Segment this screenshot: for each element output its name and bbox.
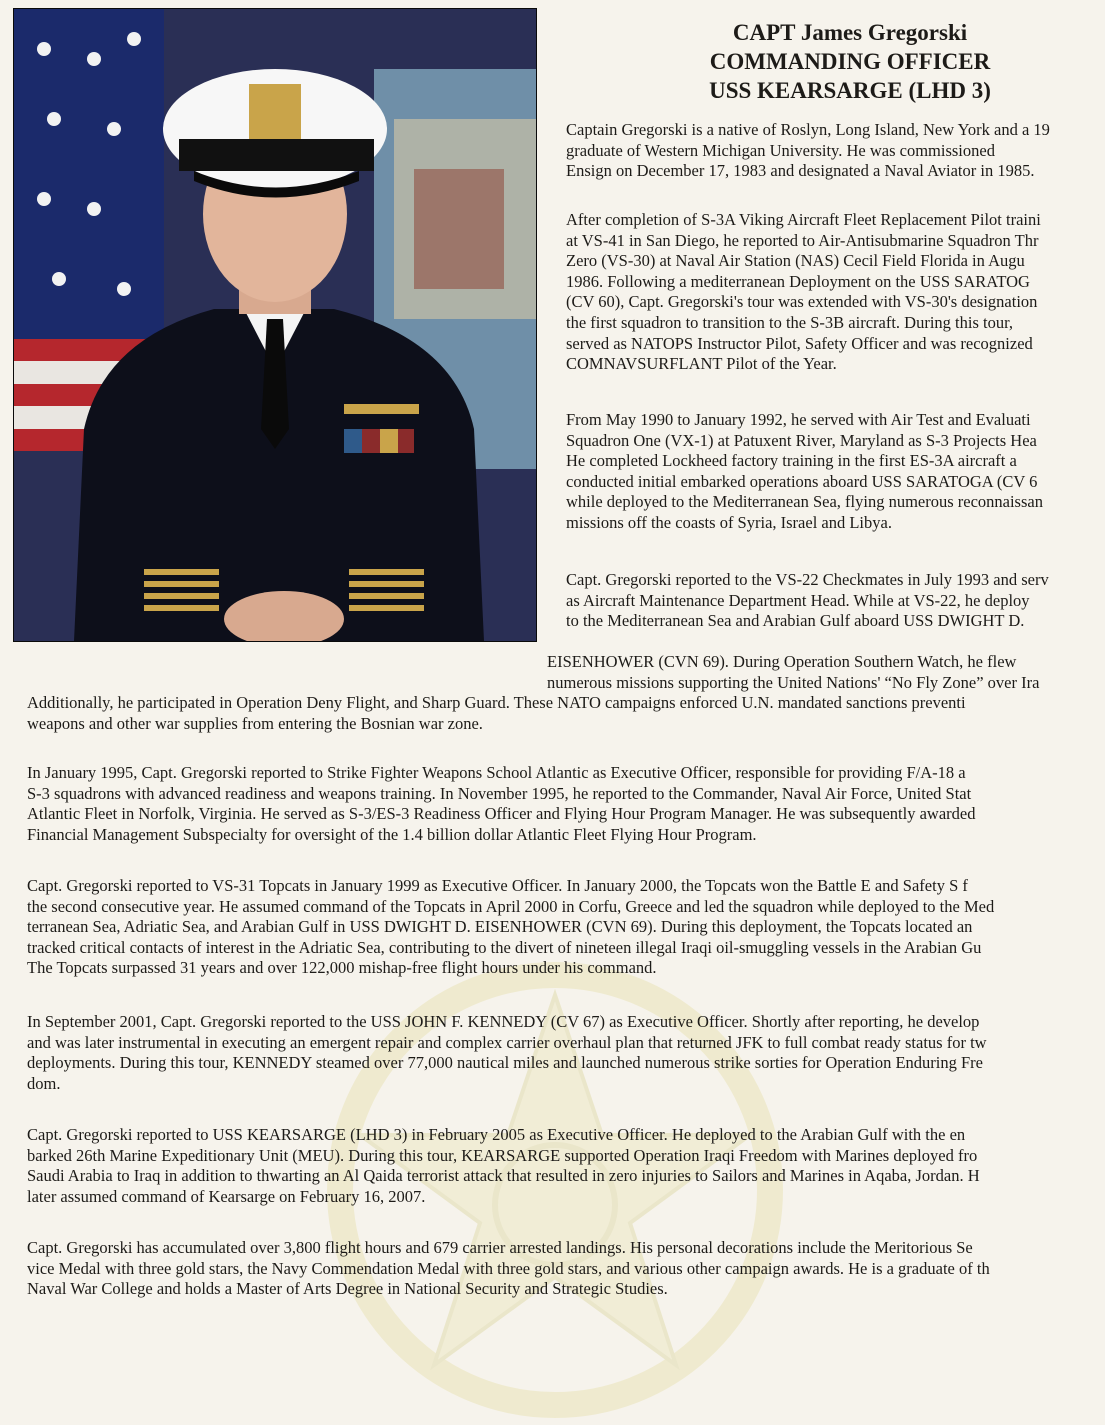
bio-paragraph-9 <box>27 1238 1105 1300</box>
title-block <box>610 18 1090 105</box>
text-line: the second consecutive year. He assumed command of the Topcats in April 2000 in Corfu, Greece and led the squadron while deployed to the Med <box>27 896 995 916</box>
text-line: tracked critical contacts of interest in the Adriatic Sea, contributing to the divert of nineteen illegal Iraqi oil-smuggling vessels in the Arabian Gu <box>27 937 982 957</box>
text-line: terranean Sea, Adriatic Sea, and Arabian Gulf in USS DWIGHT D. EISENHOWER (CVN 69). During this deployment, the Topcats located an <box>27 917 973 937</box>
text-line: Additionally, he participated in Operation Deny Flight, and Sharp Guard. These NATO campaigns enforced U.N. mandated sanctions preventi <box>27 693 966 713</box>
text-line: Capt. Gregorski reported to VS-31 Topcats in January 1999 as Executive Officer. In January 2000, the Topcats won the Battle E and Safety S f <box>27 876 968 895</box>
text-line: weapons and other war supplies from entering the Bosnian war zone. <box>27 713 483 733</box>
text-line: conducted initial embarked operations aboard USS SARATOGA (CV 6 <box>566 471 1038 491</box>
text-line: and was later instrumental in executing an emergent repair and complex carrier overhaul plan that returned JFK to full combat ready status for tw <box>27 1032 987 1052</box>
bio-paragraph-4 <box>566 570 1105 632</box>
text-line: Saudi Arabia to Iraq in addition to thwarting an Al Qaida terrorist attack that resulted in zero injuries to Sailors and Marines in Aqaba, Jordan. H <box>27 1166 980 1186</box>
text-line: missions off the coasts of Syria, Israel and Libya. <box>566 512 892 532</box>
bio-paragraph-4-continued <box>27 652 1105 734</box>
bio-paragraph-3 <box>566 410 1105 534</box>
text-line: vice Medal with three gold stars, the Navy Commendation Medal with three gold stars, and various other campaign awards. He is a graduate of th <box>27 1258 990 1278</box>
bio-paragraph-6 <box>27 876 1105 979</box>
text-line: Atlantic Fleet in Norfolk, Virginia. He served as S-3/ES-3 Readiness Officer and Flying Hour Program Manager. He was subsequently awarded <box>27 804 976 824</box>
officer-role: COMMANDING OFFICER <box>709 49 991 74</box>
bio-paragraph-2 <box>566 210 1105 375</box>
officer-name: CAPT James Gregorski <box>732 20 968 45</box>
text-line: In September 2001, Capt. Gregorski reported to the USS JOHN F. KENNEDY (CV 67) as Executive Officer. Shortly after reporting, he develop <box>27 1012 980 1031</box>
text-line: barked 26th Marine Expeditionary Unit (MEU). During this tour, KEARSARGE supported Operation Iraqi Freedom with Marines deployed fro <box>27 1145 978 1165</box>
text-line: S-3 squadrons with advanced readiness and weapons training. In November 1995, he reported to the Commander, Naval Air Force, United Stat <box>27 783 972 803</box>
text-line: to the Mediterranean Sea and Arabian Gulf aboard USS DWIGHT D. <box>566 611 1025 631</box>
text-line: as Aircraft Maintenance Department Head. While at VS-22, he deploy <box>566 590 1030 610</box>
text-line: while deployed to the Mediterranean Sea, flying numerous reconnaissan <box>566 492 1043 512</box>
text-line: Naval War College and holds a Master of Arts Degree in National Security and Strategic Studies. <box>27 1279 668 1299</box>
text-line: at VS-41 in San Diego, he reported to Air-Antisubmarine Squadron Thr <box>566 230 1039 250</box>
text-line: served as NATOPS Instructor Pilot, Safety Officer and was recognized <box>566 333 1033 353</box>
commanding-officer-portrait <box>13 8 537 642</box>
text-line: later assumed command of Kearsarge on February 16, 2007. <box>27 1186 426 1206</box>
text-line: Capt. Gregorski has accumulated over 3,800 flight hours and 679 carrier arrested landings. His personal decorations include the Meritorious Se <box>27 1238 973 1257</box>
text-line: He completed Lockheed factory training in the first ES-3A aircraft a <box>566 451 1017 471</box>
text-line: 1986. Following a mediterranean Deployment on the USS SARATOG <box>566 271 1030 291</box>
text-line: After completion of S-3A Viking Aircraft Fleet Replacement Pilot traini <box>566 210 1041 229</box>
bio-paragraph-5 <box>27 763 1105 845</box>
text-line: Capt. Gregorski reported to the VS-22 Checkmates in July 1993 and serv <box>566 570 1049 589</box>
bio-paragraph-7 <box>27 1012 1105 1094</box>
ship-name: USS KEARSARGE (LHD 3) <box>709 78 991 103</box>
text-line: From May 1990 to January 1992, he served with Air Test and Evaluati <box>566 410 1031 429</box>
text-line: dom. <box>27 1073 61 1093</box>
text-line: COMNAVSURFLANT Pilot of the Year. <box>566 354 837 374</box>
text-line: the first squadron to transition to the S-3B aircraft. During this tour, <box>566 312 1014 332</box>
text-line: Financial Management Subspecialty for oversight of the 1.4 billion dollar Atlantic Fleet Flying Hour Program. <box>27 824 757 844</box>
text-line: Zero (VS-30) at Naval Air Station (NAS) Cecil Field Florida in Augu <box>566 251 1025 271</box>
text-line: Capt. Gregorski reported to USS KEARSARGE (LHD 3) in February 2005 as Executive Officer. He deployed to the Arabian Gulf with the en <box>27 1125 966 1144</box>
official-portrait-icon <box>14 9 536 641</box>
text-line: Squadron One (VX-1) at Patuxent River, Maryland as S-3 Projects Hea <box>566 430 1037 450</box>
text-line: Captain Gregorski is a native of Roslyn, Long Island, New York and a 19 <box>566 120 1050 139</box>
text-line: (CV 60), Capt. Gregorski's tour was extended with VS-30's designation <box>566 292 1038 312</box>
text-line: In January 1995, Capt. Gregorski reported to Strike Fighter Weapons School Atlantic as Executive Officer, responsible for providing F/A-18 a <box>27 763 966 782</box>
text-line: graduate of Western Michigan University. He was commissioned <box>566 140 995 160</box>
bio-paragraph-8 <box>27 1125 1105 1207</box>
text-line: Ensign on December 17, 1983 and designated a Naval Aviator in 1985. <box>566 161 1035 181</box>
bio-paragraph-1 <box>566 120 1105 182</box>
text-line: numerous missions supporting the United Nations' “No Fly Zone” over Ira <box>547 672 1040 692</box>
text-line: EISENHOWER (CVN 69). During Operation Southern Watch, he flew <box>547 652 1017 671</box>
text-line: The Topcats surpassed 31 years and over 122,000 mishap-free flight hours under his command. <box>27 958 657 978</box>
text-line: deployments. During this tour, KENNEDY steamed over 77,000 nautical miles and launched numerous strike sorties for Operation Enduring Fre <box>27 1053 983 1073</box>
